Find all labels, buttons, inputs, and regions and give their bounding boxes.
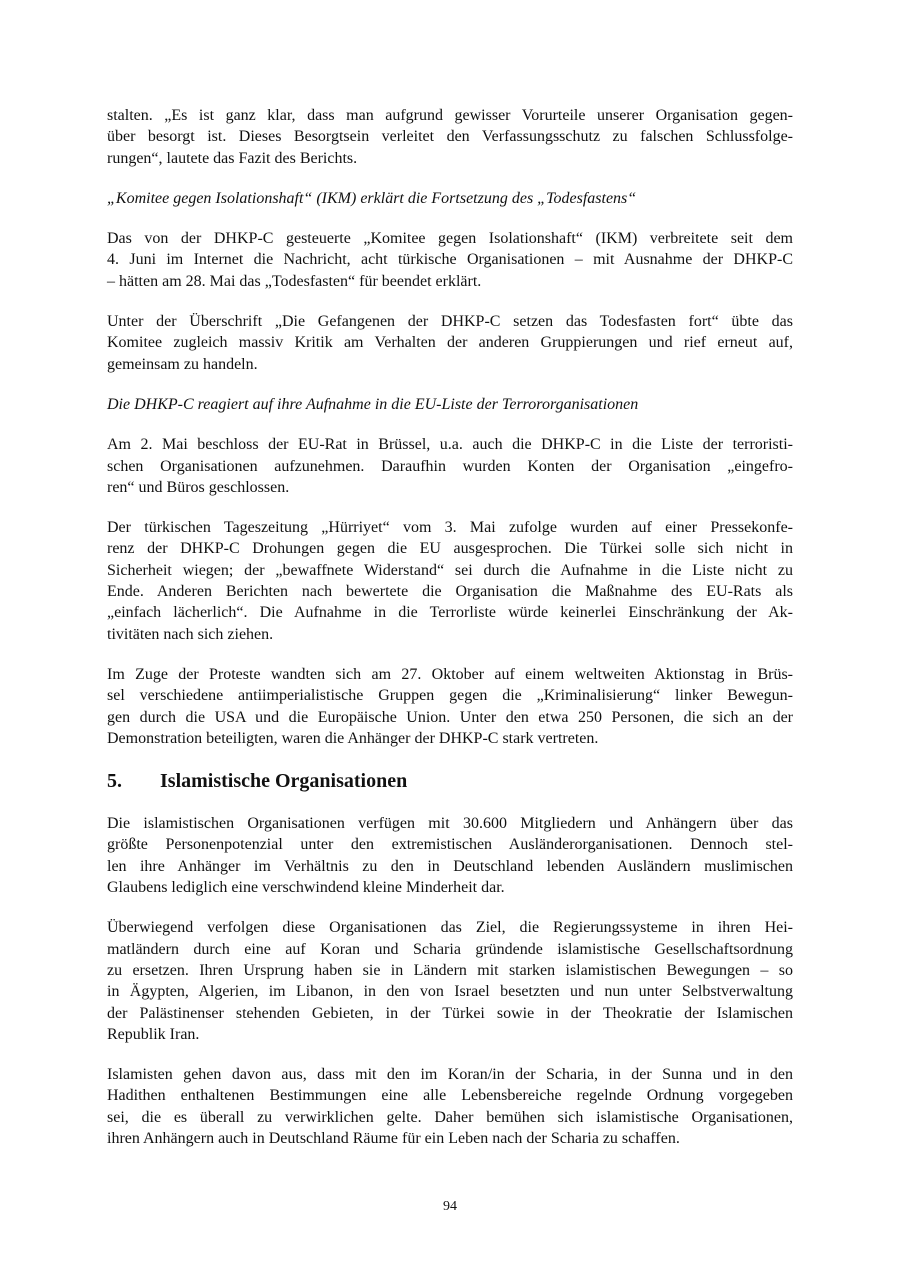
- paragraph-line: Ende. Anderen Berichten nach bewertete die Organisation die Maßnahme des EU-Rats als: [107, 583, 793, 601]
- paragraph-line: Das von der DHKP-C gesteuerte „Komitee gegen Isolationshaft“ (IKM) verbreitete seit dem: [107, 230, 793, 248]
- paragraph: [107, 311, 793, 375]
- paragraph-spacer: [107, 292, 793, 311]
- paragraph-line: rungen“, lautete das Fazit des Berichts.: [107, 149, 358, 167]
- paragraph-line: tivitäten nach sich ziehen.: [107, 625, 274, 643]
- paragraph-spacer: [107, 794, 793, 813]
- paragraph-line: sei, die es überall zu verwirklichen gelte. Daher bemühen sich islamistische Organisationen,: [107, 1108, 793, 1126]
- paragraph-line: sel verschiedene antiimperialistische Gruppen gegen die „Kriminalisierung“ linker Bewegun-: [107, 687, 793, 705]
- page-body: [107, 105, 793, 1149]
- paragraph-line: Demonstration beteiligten, waren die Anhänger der DHKP-C stark vertreten.: [107, 729, 599, 747]
- section-number: 5.: [107, 770, 122, 793]
- paragraph: [107, 434, 793, 498]
- paragraph-line: – hätten am 28. Mai das „Todesfasten“ für beendet erklärt.: [107, 272, 482, 290]
- paragraph-spacer: [107, 498, 793, 517]
- paragraph: [107, 813, 793, 898]
- paragraph-line: gen durch die USA und die Europäische Union. Unter den etwa 250 Personen, die sich an der: [107, 708, 793, 726]
- paragraph-spacer: [107, 1045, 793, 1064]
- paragraph-spacer: [107, 169, 793, 188]
- page-number: 94: [443, 1199, 457, 1214]
- paragraph-spacer: [107, 209, 793, 228]
- paragraph-line: ren“ und Büros geschlossen.: [107, 478, 290, 496]
- paragraph-line: „einfach lächerlich“. Die Aufnahme in die Terrorliste würde keinerlei Einschränkung der Ak-: [107, 604, 793, 622]
- paragraph-spacer: [107, 749, 793, 768]
- paragraph-line: Unter der Überschrift „Die Gefangenen der DHKP-C setzen das Todesfasten fort“ übte das: [107, 313, 793, 331]
- paragraph-line: Die islamistischen Organisationen verfügen mit 30.600 Mitgliedern und Anhängern über das: [107, 815, 793, 833]
- paragraph-line: schen Organisationen aufzunehmen. Daraufhin wurden Konten der Organisation „eingefro-: [107, 457, 793, 475]
- paragraph-line: ihren Anhängern auch in Deutschland Räume für ein Leben nach der Scharia zu schaffen.: [107, 1129, 680, 1147]
- paragraph: [107, 1064, 793, 1149]
- paragraph: [107, 917, 793, 1045]
- paragraph-line: Hadithen enthaltenen Bestimmungen eine alle Lebensbereiche regelnde Ordnung vorgegeben: [107, 1087, 793, 1105]
- paragraph-line: gemeinsam zu handeln.: [107, 355, 258, 373]
- paragraph-line: Komitee zugleich massiv Kritik am Verhalten der anderen Gruppierungen und rief erneut auf,: [107, 334, 793, 352]
- paragraph-line: matländern durch eine auf Koran und Scharia gründende islamistische Gesellschaftsordnung: [107, 940, 793, 958]
- paragraph: [107, 105, 793, 169]
- paragraph: [107, 517, 793, 645]
- paragraph-line: Republik Iran.: [107, 1025, 200, 1043]
- paragraph-line: stalten. „Es ist ganz klar, dass man aufgrund gewisser Vorurteile unserer Organisation gegen-: [107, 107, 793, 124]
- paragraph-line: renz der DHKP-C Drohungen gegen die EU ausgesprochen. Die Türkei solle sich nicht in: [107, 540, 793, 558]
- paragraph-line: Islamisten gehen davon aus, dass mit den im Koran/in der Scharia, in der Sunna und in den: [107, 1066, 793, 1084]
- paragraph-line: über besorgt ist. Dieses Besorgtsein verleitet den Verfassungsschutz zu falschen Schlussfolge-: [107, 128, 793, 146]
- paragraph: [107, 664, 793, 749]
- italic-subheading: „Komitee gegen Isolationshaft“ (IKM) erklärt die Fortsetzung des „Todesfastens“: [107, 189, 637, 207]
- paragraph: [107, 228, 793, 292]
- paragraph-line: Im Zuge der Proteste wandten sich am 27. Oktober auf einem weltweiten Aktionstag in Brüs-: [107, 665, 793, 683]
- paragraph-line: Sicherheit wiegen; der „bewaffnete Widerstand“ sei durch die Aufnahme in die Liste nicht zu: [107, 561, 793, 579]
- paragraph-line: der Palästinenser stehenden Gebieten, in der Türkei sowie in der Theokratie der Islamischen: [107, 1004, 793, 1022]
- paragraph-line: len ihre Anhänger im Verhältnis zu den in Deutschland lebenden Ausländern muslimischen: [107, 857, 793, 875]
- paragraph-spacer: [107, 645, 793, 664]
- section-title: Islamistische Organisationen: [160, 770, 408, 793]
- paragraph-line: Am 2. Mai beschloss der EU-Rat in Brüssel, u.a. auch die DHKP-C in die Liste der terroristi-: [107, 436, 793, 454]
- paragraph-spacer: [107, 898, 793, 917]
- paragraph-line: 4. Juni im Internet die Nachricht, acht türkische Organisationen – mit Ausnahme der DHKP-C: [107, 251, 793, 269]
- italic-subheading: Die DHKP-C reagiert auf ihre Aufnahme in die EU-Liste der Terrororganisationen: [107, 395, 639, 413]
- section-heading: [107, 768, 793, 794]
- paragraph-spacer: [107, 375, 793, 394]
- paragraph-line: Der türkischen Tageszeitung „Hürriyet“ vom 3. Mai zufolge wurden auf einer Pressekonfe-: [107, 519, 793, 537]
- paragraph-line: Überwiegend verfolgen diese Organisationen das Ziel, die Regierungssysteme in ihren Hei-: [107, 919, 793, 937]
- paragraph-line: zu ersetzen. Ihren Ursprung haben sie in Ländern mit starken islamistischen Bewegungen – so: [107, 961, 793, 979]
- paragraph-line: Glaubens lediglich eine verschwindend kleine Minderheit dar.: [107, 879, 505, 897]
- paragraph-line: in Ägypten, Algerien, im Libanon, in den von Israel besetzten und nun unter Selbstverwaltung: [107, 983, 793, 1001]
- paragraph-line: größte Personenpotenzial unter den extremistischen Ausländerorganisationen. Dennoch stel-: [107, 836, 793, 854]
- paragraph-spacer: [107, 415, 793, 434]
